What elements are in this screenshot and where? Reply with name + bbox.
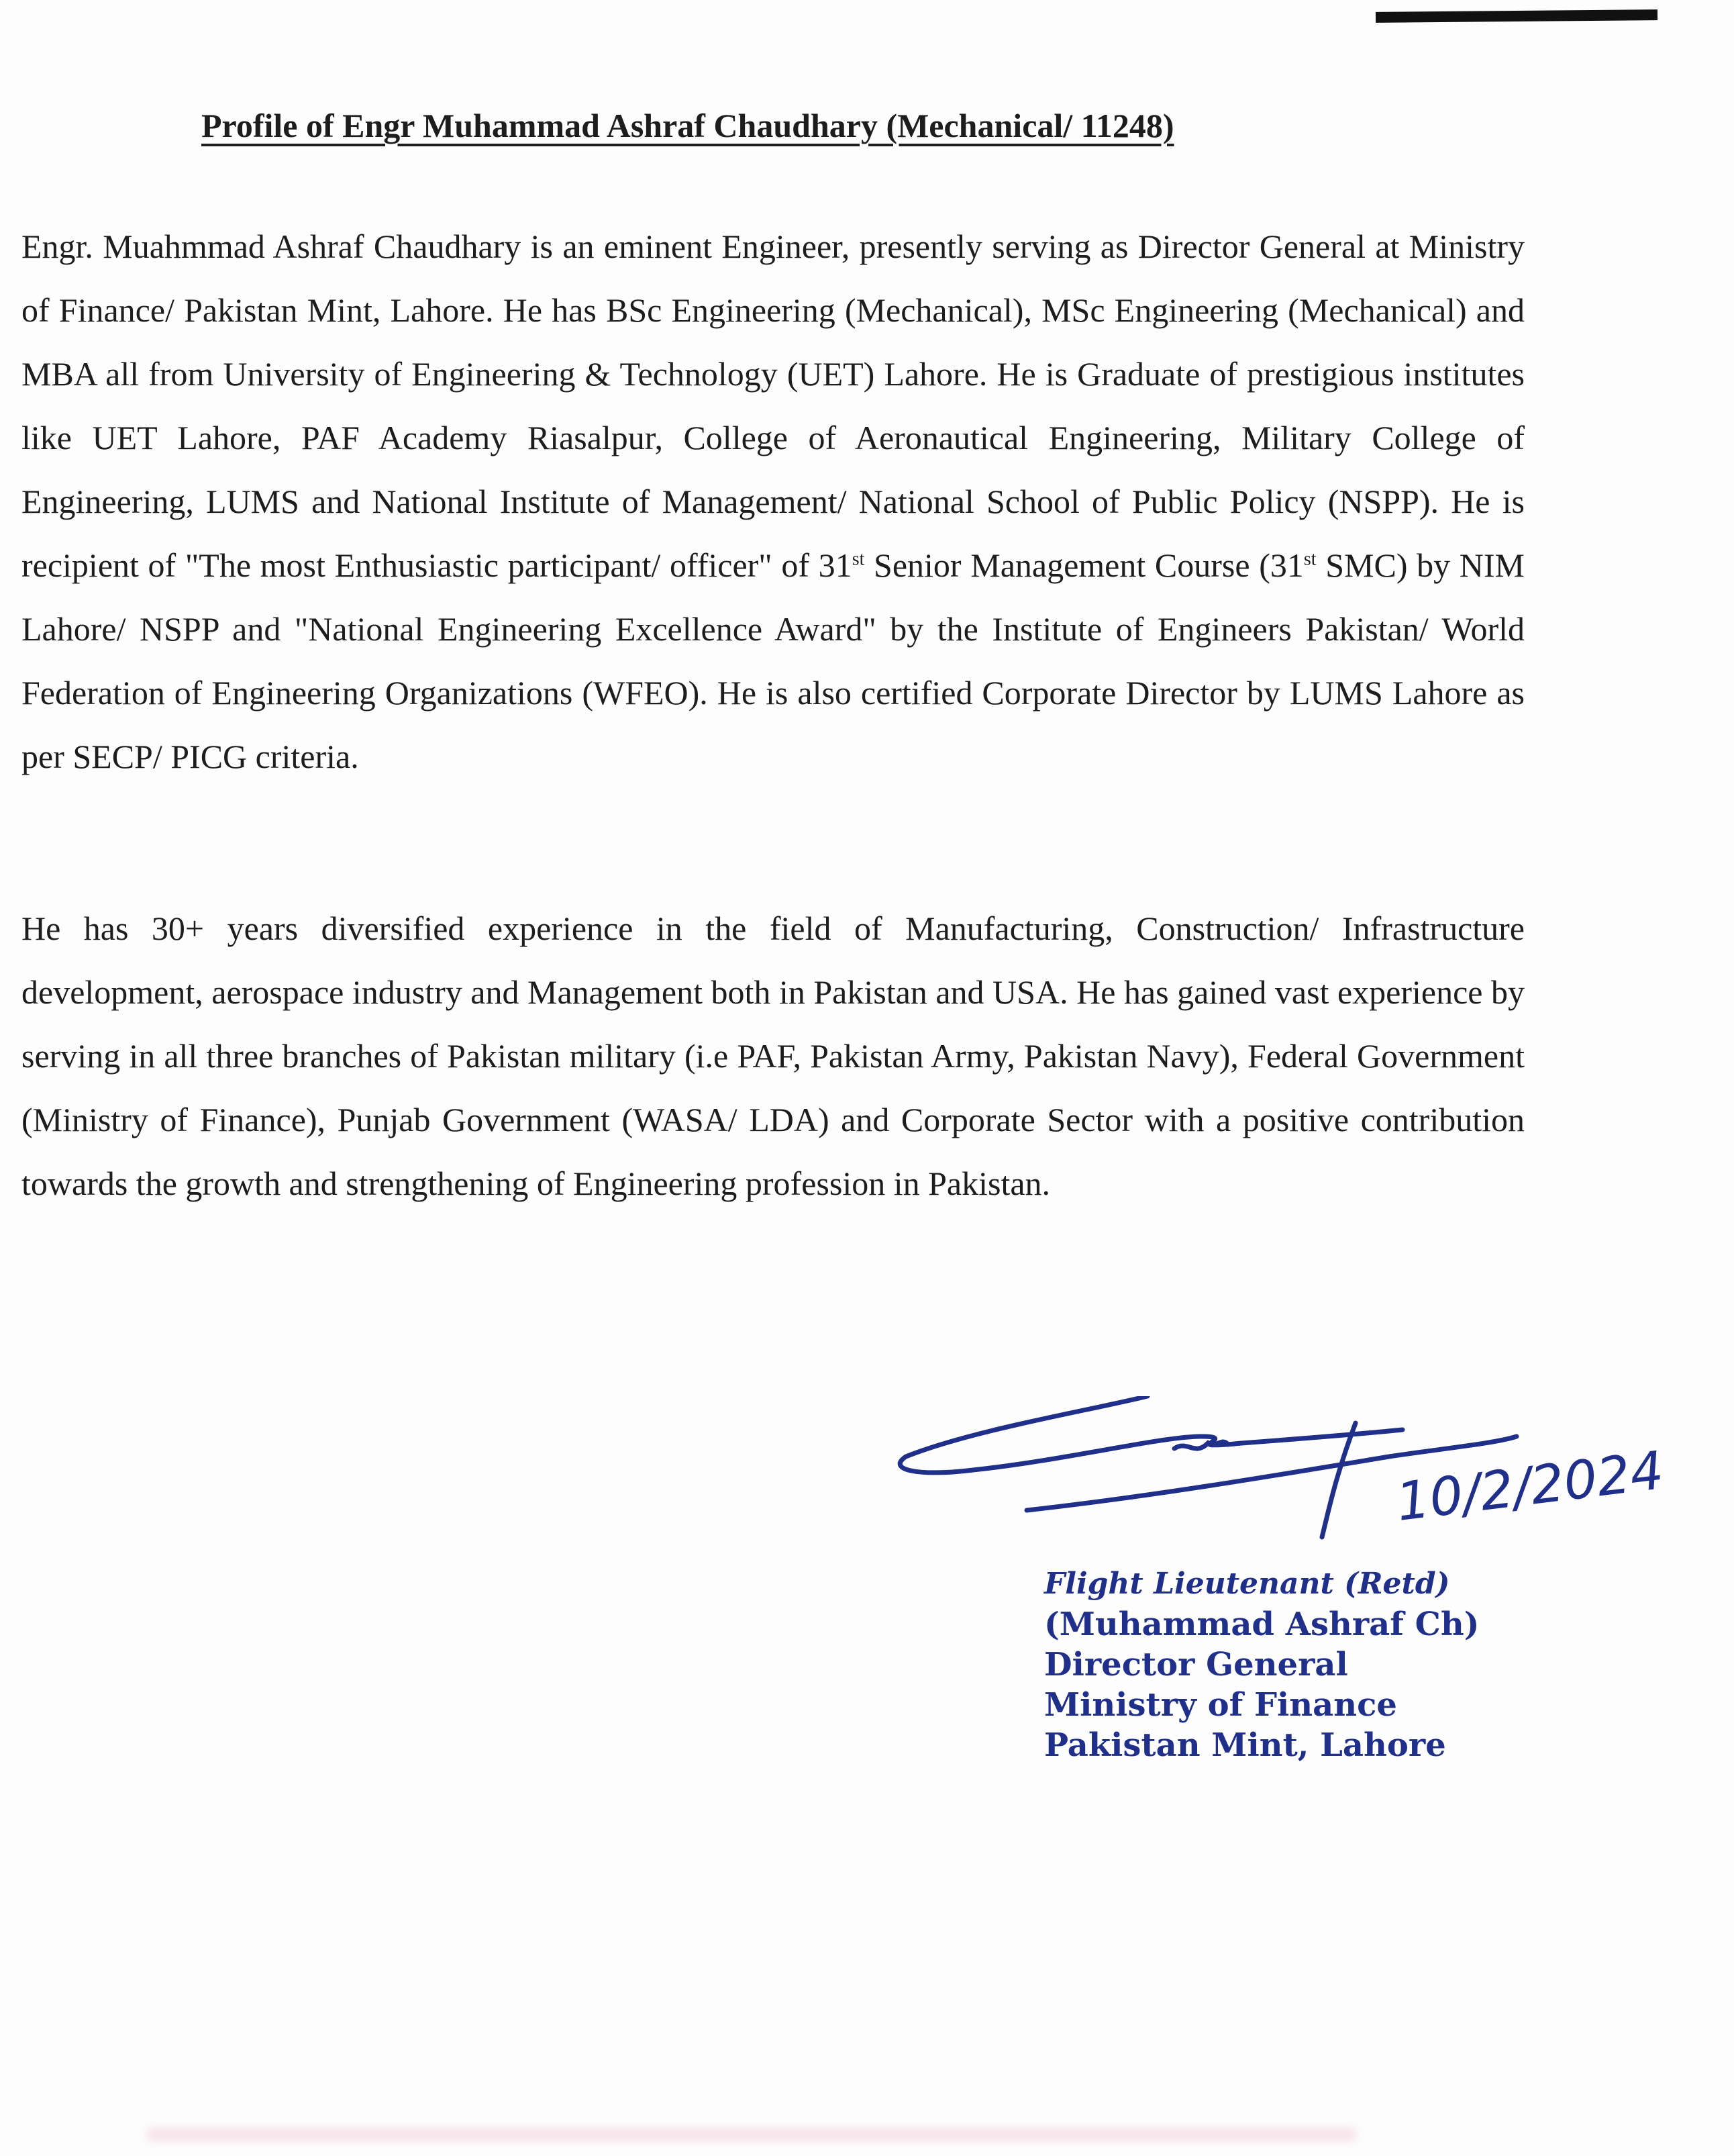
top-border-mark (1376, 9, 1658, 23)
bottom-bleed-through (148, 2128, 1356, 2141)
paragraph-profile-part1: Engr. Muahmmad Ashraf Chaudhary is an eminent Engineer, presently serving as Director General at Ministry of Finance/ Pakistan Mint, Lahore. He has BSc Engineering (Mechanical), MSc Engineering (Mechanical) and MBA all from University of Engineering & Technology (UET) Lahore. He is Graduate of prestigious institutes like UET Lahore, PAF Academy Riasalpur, College of Aeronautical Engineering, Military College of Engineering, LUMS and National Institute of Management/ National School of Public Policy (NSPP). He is recipient of "The most Enthusiastic participant/ officer" of 31 (21, 228, 1525, 584)
paragraph-profile (21, 215, 1525, 789)
signature-designation: Director General (1044, 1646, 1348, 1683)
signature-block (1044, 1564, 1479, 1765)
paragraph-experience: He has 30+ years diversified experience in the field of Manufacturing, Construction/ Infrastructure development, aerospace industry and Management both in Pakistan and USA. He has gained vast experience by serving in all three branches of Pakistan military (i.e PAF, Pakistan Army, Pakistan Navy), Federal Government (Ministry of Finance), Punjab Government (WASA/ LDA) and Corporate Sector with a positive contribution towards the growth and strengthening of Engineering profession in Pakistan. (21, 910, 1525, 1202)
document-title: Profile of Engr Muhammad Ashraf Chaudhary (Mechanical/ 11248) (201, 107, 1174, 144)
signature-rank: Flight Lieutenant (Retd) (1044, 1567, 1450, 1601)
signature-name: (Muhammad Ashraf Ch) (1044, 1606, 1480, 1643)
signature-date: 10/2/2024 (1393, 1440, 1667, 1534)
signature-organization: Pakistan Mint, Lahore (1044, 1726, 1446, 1764)
paragraph-profile-part2: Senior Management Course (31 (864, 546, 1304, 584)
signature-ministry: Ministry of Finance (1044, 1686, 1397, 1724)
paragraph-profile-part3: SMC) by NIM Lahore/ NSPP and "National Engineering Excellence Award" by the Institute of Engineers Pakistan/ World Federation of Engineering Organizations (WFEO). He is also certified Corporate Director by LUMS Lahore as per SECP/ PICG criteria. (21, 546, 1525, 775)
superscript-st-2: st (1303, 548, 1317, 570)
superscript-st-1: st (852, 548, 865, 570)
